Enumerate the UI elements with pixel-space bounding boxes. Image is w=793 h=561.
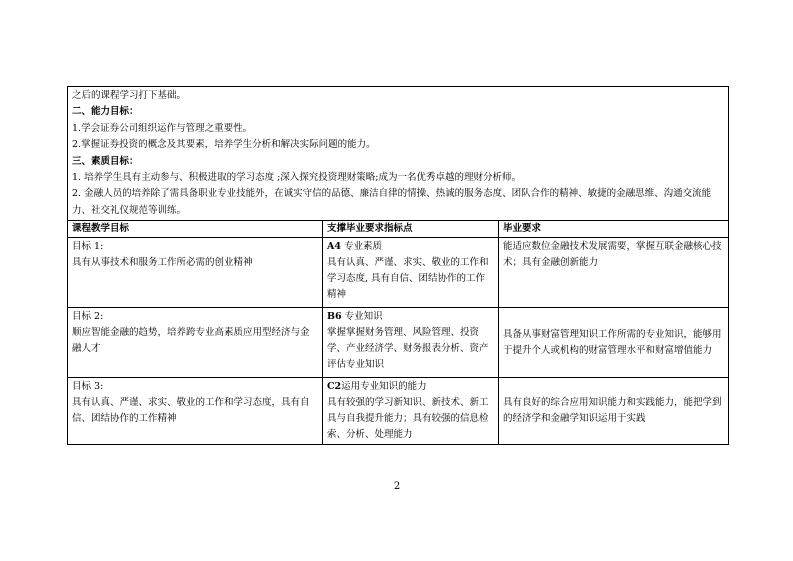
table-row <box>68 308 729 378</box>
indicator-code: C2 <box>327 381 342 393</box>
target-title: 目标 2: <box>72 311 104 323</box>
page-number: 2 <box>393 481 401 492</box>
indicator-text: 具有较强的学习新知识、新技术、新工具与自我提升能力；具有较强的信息检索、分析、处理能力 <box>327 397 489 441</box>
header-indicator: 支撑毕业要求指标点 <box>323 221 499 238</box>
quality-heading: 三、素质目标： <box>72 155 139 167</box>
target-title: 目标 1: <box>72 241 104 253</box>
target-text: 具有从事技术和服务工作所必需的创业精神 <box>72 257 253 269</box>
indicator-cell <box>323 378 499 445</box>
requirement-cell <box>499 378 729 445</box>
indicator-title: 专业素质 <box>344 241 383 253</box>
quality-item: 1. 培养学生具有主动参与、积极进取的学习态度 ;深入探究投资理财策略;成为一名优秀卓越的理财分析师。 <box>72 172 522 184</box>
indicator-title: 专业知识 <box>344 311 383 323</box>
table-header-row <box>68 221 729 238</box>
intro-line: 之后的课程学习打下基础。 <box>72 90 187 101</box>
indicator-code: B6 <box>327 311 342 323</box>
requirement-cell <box>499 308 729 378</box>
header-requirement: 毕业要求 <box>499 221 729 238</box>
table-row <box>68 238 729 308</box>
indicator-cell <box>323 238 499 308</box>
requirement-text: 能适应数位金融技术发展需要，掌握互联金融核心技术；具有金融创新能力 <box>503 241 722 269</box>
quality-item: 2. 金融人员的培养除了需具备职业专业技能外，在诚实守信的品德、廉洁自律的情操、热诚的服务态度、团队合作的精神、敏捷的金融思维、沟通交流能力、社交礼仪规范等训练。 <box>72 188 712 216</box>
indicator-title: 运用专业知识的能力 <box>341 381 427 393</box>
target-cell <box>68 378 323 445</box>
target-cell <box>68 308 323 378</box>
indicator-text: 掌握掌握财务管理、风险管理、投资学、产业经济学、财务报表分析、资产评估专业知识 <box>327 327 489 371</box>
ability-item: 2.掌握证券投资的概念及其要素，培养学生分析和解决实际问题的能力。 <box>72 139 376 151</box>
indicator-code: A4 <box>327 241 341 253</box>
indicator-cell <box>323 308 499 378</box>
intro-cell <box>68 87 729 221</box>
ability-item: 1.学会证券公司组织运作与管理之重要性。 <box>72 122 253 134</box>
target-title: 目标 3: <box>72 381 104 393</box>
requirement-text: 具备从事财富管理知识工作所需的专业知识，能够用于提升个人或机构的财富管理水平和财富增值能力 <box>503 328 722 356</box>
requirement-cell <box>499 238 729 308</box>
intro-row <box>68 87 729 221</box>
target-text: 具有认真、严谨、求实、敬业的工作和学习态度，具有自信、团结协作的工作精神 <box>72 397 310 425</box>
requirement-text: 具有良好的综合应用知识能力和实践能力，能把学到的经济学和金融学知识运用于实践 <box>503 397 722 425</box>
course-objectives-table <box>67 86 729 445</box>
header-course-target: 课程教学目标 <box>68 221 323 238</box>
table-row <box>68 378 729 445</box>
ability-heading: 二、能力目标： <box>72 106 139 118</box>
target-cell <box>68 238 323 308</box>
indicator-text: 具有认真、严谨、求实、敬业的工作和学习态度, 具有自信、团结协作的工作精神 <box>327 257 489 301</box>
target-text: 顺应智能金融的趋势，培养跨专业高素质应用型经济与金融人才 <box>72 327 310 355</box>
